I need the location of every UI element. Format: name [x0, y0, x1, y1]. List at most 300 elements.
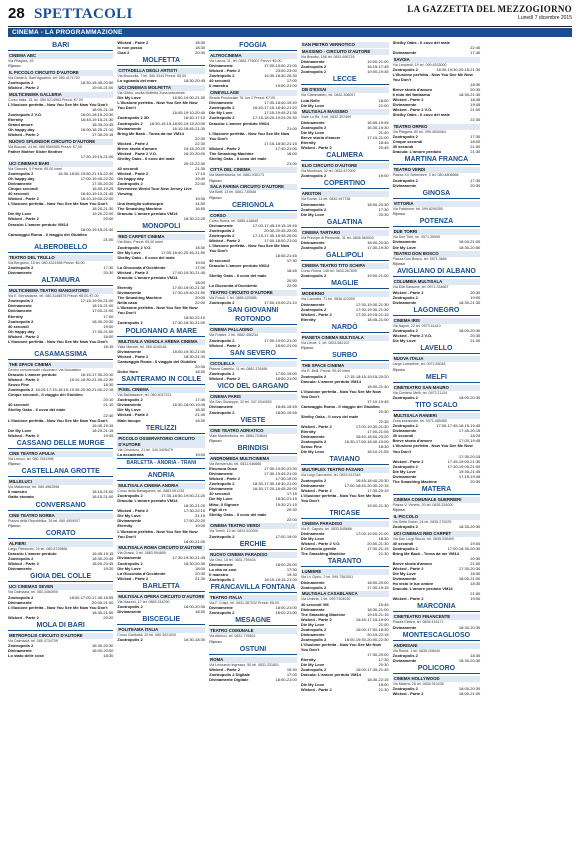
- film-showtimes: 18:00-20:30: [458, 394, 481, 400]
- film-showtimes: 16:25-17:15-18:15-19:35-20:30-21:00-22:15: [35, 387, 114, 393]
- film-title: L'illusione perfetta - Now You See Me Now You Don't: [300, 641, 381, 653]
- cinema-name: DB D'ESSAI: [301, 87, 389, 93]
- film-title: Il maestro: [8, 489, 27, 495]
- cinema-address: Via Bergamo, 16 tel. 080.4321958 Prezzi: €6,00: [8, 260, 85, 265]
- film-title: Wicked - Parte 2: [209, 68, 240, 74]
- city-heading: MOLA DI BARI: [8, 621, 113, 631]
- film-showtimes: 18:00-20:45: [92, 561, 114, 567]
- cinema-address: Via Albricci, tel. 0831.776803: [209, 634, 256, 639]
- film-title: Zootropolis 2 Digitale: [209, 672, 251, 678]
- film-title: Divinamente: [300, 631, 325, 637]
- film-title: Zootropolis 2 V.O.: [8, 112, 43, 118]
- film-title: Divinamente: [209, 605, 233, 611]
- city-heading: LECCE: [301, 75, 389, 85]
- listing-note: [209, 195, 297, 200]
- film-title: Zootropolis 2 3D: [117, 115, 149, 121]
- film-showtimes: 17:30-21:15: [367, 546, 389, 552]
- city-heading: VIESTE: [209, 416, 297, 426]
- city-heading: ANDRIA: [117, 471, 205, 481]
- film-showtimes: 18:15-21:00: [92, 303, 114, 309]
- listing-note: [209, 178, 297, 183]
- film-title: Die My Love: [8, 427, 32, 433]
- film-title: Eternity: [117, 285, 133, 291]
- note-text: Riposo: [209, 177, 222, 183]
- film-showtimes: 20:30: [470, 478, 481, 484]
- film-title: Eternity: [117, 523, 133, 529]
- film-showtimes: 18:00-17:00-17:45-18:55: [69, 594, 114, 600]
- film-showtimes: 20:30: [378, 211, 389, 217]
- film-row: [301, 687, 389, 692]
- cinema-address: Via Due Torri, tel. 0971.35995: [392, 235, 440, 240]
- film-title: Zootropolis 2: [300, 273, 327, 279]
- film-title: Eternity: [8, 117, 23, 123]
- cinema-name: MULTISALA ROMA CIRCUITO D'AUTORE: [117, 545, 205, 551]
- cinema-address: Via Lenoci, tel. 080.7641998: [8, 456, 54, 461]
- cinema-name: THE SPACE CINEMA: [301, 363, 389, 369]
- cinema-address: Zona industriale, tel. 0971.485465: [392, 418, 447, 423]
- film-showtimes: 18:20-21:15: [92, 427, 114, 433]
- cinema-address: Via Lanza, 11, tel. 0881.776007 Prezzi: €6,00: [209, 59, 282, 63]
- film-showtimes: 20:30: [470, 333, 481, 339]
- film-title: Lo stato delle cose: [8, 653, 45, 659]
- film-title: Gatto stonato: [8, 494, 34, 500]
- film-showtimes: 17:00-19:30-21:30: [355, 424, 389, 430]
- film-row: [8, 339, 113, 344]
- film-title: Zootropolis 2: [209, 105, 235, 111]
- film-title: Divinamente: [300, 301, 325, 307]
- cinema-name: CICOLELLA: [209, 361, 297, 367]
- cinema-name: MASSIMO - CIRCUITO D'AUTORE: [301, 49, 389, 55]
- film-showtimes: 18:00-21:00: [458, 576, 481, 582]
- city-heading: MOLFETTA: [117, 56, 205, 66]
- film-title: Figli di re: [209, 506, 227, 512]
- film-showtimes: 17:00-21:00: [92, 308, 114, 314]
- film-showtimes: 17:30-20:00: [367, 652, 389, 658]
- cinema-name: TEATRO VERDI: [393, 167, 481, 173]
- cinema-address: Via Dante A. Sant'Agostino, tel. 080.4171700: [8, 75, 80, 80]
- film-title: Wicked - Parte 2: [209, 342, 240, 348]
- city-heading: GALLIPOLI: [301, 251, 389, 261]
- film-showtimes: 18:45: [286, 268, 297, 274]
- film-showtimes: 17:15-19:00-21:00: [80, 298, 114, 304]
- film-title: Zootropolis 2: [117, 120, 143, 126]
- film-showtimes: 17:30-20:15: [367, 487, 389, 493]
- film-showtimes: 17:00-19:45: [458, 438, 481, 444]
- film-showtimes: 17:15-18:15-19:15-20:20: [344, 373, 389, 379]
- film-title: Divinamente: [117, 125, 142, 131]
- film-title: Divinamente: [392, 239, 417, 245]
- film-showtimes: 16:45-19:15: [92, 551, 114, 557]
- film-showtimes: 19:45: [470, 102, 481, 108]
- film-showtimes: 20:00: [103, 216, 114, 222]
- film-title: Wicked - Parte 2: [8, 85, 39, 91]
- film-title: Shelby Oaks - Il covo del male: [392, 40, 450, 45]
- film-showtimes: 17:30-19:15-21:00: [80, 154, 114, 160]
- film-showtimes: 21:00: [378, 102, 389, 108]
- film-title: Divinamente: [300, 531, 325, 537]
- film-title: Wicked - Parte 2 V.O.: [117, 150, 158, 156]
- cinema-name: SAN PIETRO VERNOTICO: [301, 42, 389, 48]
- film-row: [117, 452, 205, 457]
- cinema-address: Viale Manfredonia, tel. 0884.704844: [209, 433, 267, 438]
- city-heading: CALIMERA: [301, 151, 389, 161]
- film-title: Zootropolis 2: [300, 64, 327, 70]
- note-text: Riposo: [392, 366, 406, 372]
- film-showtimes: 19:30: [286, 571, 297, 577]
- cinema-address: Strada Provinciale 76, km 2 Prezzi: €7,00: [209, 96, 276, 101]
- cinema-name: ANDROMEDA MULTICINEMA: [209, 456, 297, 462]
- city-heading: VICO DEL GARGANO: [209, 382, 297, 392]
- cinema-name: UCI CINEMAS BARI: [8, 161, 113, 167]
- film-showtimes: 18:00-20:30: [367, 239, 389, 245]
- note-text: Riposo: [209, 638, 222, 644]
- film-row: [393, 149, 481, 154]
- film-title: 40 secondi: [209, 258, 230, 264]
- film-title: Caravaggio Roma - Il viaggio del Giubileo: [8, 231, 87, 237]
- film-title: Die My Love: [117, 513, 141, 519]
- film-row: [8, 494, 113, 499]
- cinema-address: Via Matera, 26 tel. 0835.910438: [392, 682, 444, 687]
- film-showtimes: 17:15-18:30-21:15: [264, 140, 297, 146]
- film-showtimes: 21:30: [378, 551, 389, 557]
- film-showtimes: 19:00: [470, 294, 481, 300]
- film-title: Wicked - Parte 2: [392, 97, 424, 103]
- film-showtimes: 20:00-21:00: [92, 599, 114, 605]
- city-heading: COPERTINO: [301, 179, 389, 189]
- film-row: [301, 245, 389, 250]
- film-title: The Smashing Machine: [117, 295, 162, 301]
- film-showtimes: 18:30-20:30: [92, 318, 114, 324]
- film-showtimes: 16:40-19:15: [92, 422, 114, 428]
- film-title: Divinamente: [8, 303, 32, 309]
- film-title: Divinamente: [117, 402, 142, 408]
- film-showtimes: 16:30-18:30: [183, 637, 206, 643]
- film-showtimes: 17:30-20:20: [92, 181, 114, 187]
- film-showtimes: 18:00-20:30: [458, 328, 481, 334]
- film-row: [209, 410, 297, 415]
- film-showtimes: 21:00: [470, 144, 481, 150]
- film-title: Lola Nelle: [300, 97, 320, 103]
- listing-note: [209, 438, 297, 443]
- cinema-name: THE SPACE CINEMA: [8, 362, 113, 368]
- film-showtimes: 16:50-19:00-21:30: [172, 95, 206, 101]
- masthead: [407, 4, 572, 21]
- film-row: [301, 449, 389, 454]
- film-title: Die My Love: [117, 249, 141, 255]
- film-title: 40 secondi: [209, 491, 230, 497]
- film-title: Zootropolis 2: [392, 134, 418, 140]
- film-showtimes: 20:15-22:15: [367, 631, 389, 637]
- film-showtimes: 18:30-21:30: [183, 353, 206, 359]
- cinema-address: Via Baffi, 13 tel. 0881.735848: [209, 190, 257, 195]
- film-title: Cinque secondi: [392, 139, 423, 145]
- film-title: Die My Love: [8, 211, 32, 217]
- film-title: Divinamente: [117, 609, 142, 615]
- film-title: Dolce fiore: [117, 368, 139, 374]
- film-row: [209, 577, 297, 582]
- film-showtimes: 18:00-21:00: [458, 239, 481, 245]
- film-showtimes: 18:30-21:30: [458, 299, 481, 305]
- film-title: Zootropolis 2: [117, 493, 143, 499]
- film-showtimes: 16:50: [195, 206, 206, 212]
- film-showtimes: 16:30-15:15-18:00-19:15-20:00: [149, 120, 206, 126]
- film-showtimes: 19:30: [195, 196, 206, 202]
- film-showtimes: 17:40-21:00: [275, 145, 297, 151]
- film-showtimes: 17:50-20:20: [183, 518, 206, 524]
- film-title: Dracula: L'amore perduto VM14: [300, 672, 361, 678]
- film-title: Die My Love: [209, 496, 233, 502]
- film-title: Zootropolis 2: [300, 245, 327, 251]
- film-title: Zootropolis 2: [8, 643, 34, 649]
- film-showtimes: 18:00-21:15: [92, 107, 114, 113]
- film-showtimes: 22:30: [195, 135, 206, 141]
- film-showtimes: 18:30-20:30: [458, 624, 481, 630]
- film-title: 40 secondi: [8, 402, 29, 408]
- film-showtimes: 18:00: [103, 333, 114, 339]
- film-showtimes: 18:30: [195, 45, 206, 51]
- cinema-address: Via Torelli, 10 tel. 0831.520000: [209, 529, 259, 534]
- film-showtimes: 18:25: [470, 433, 481, 439]
- film-showtimes: 16:45-18:40-20:30: [355, 477, 389, 483]
- cinema-name: POLITEAMA ITALIA: [117, 627, 205, 633]
- cinema-name: CINEMA HOLLYWOOD: [393, 676, 481, 682]
- film-showtimes: 18:00-20:00: [367, 579, 389, 585]
- film-title: Caravaggio Roma - Il viaggio del Giubileo: [300, 403, 380, 409]
- film-showtimes: 18:00-20:30: [183, 604, 206, 609]
- film-showtimes: 20:30: [470, 289, 481, 295]
- film-showtimes: 20:30: [195, 570, 206, 576]
- film-title: Zootropolis 2: [300, 439, 327, 445]
- film-title: Die My Love: [300, 536, 325, 542]
- film-showtimes: 17:00: [286, 672, 297, 678]
- film-showtimes: 19:00-21:00: [367, 273, 389, 279]
- film-title: Wicked - Parte 2: [8, 561, 39, 567]
- film-showtimes: 18:30-20:30: [458, 658, 481, 664]
- cinema-address: Via Leonardo Ingresso, 50 tel. 0831.331801: [209, 662, 279, 667]
- listing-note: [393, 507, 481, 512]
- film-showtimes: 20:30: [470, 87, 481, 93]
- film-title: Zootropolis 2: [392, 523, 418, 529]
- cinema-address: Via San Giuseppe, 32 tel. 347.9344052: [209, 400, 272, 405]
- film-showtimes: 21:00: [103, 236, 114, 242]
- film-row: [117, 359, 205, 364]
- film-showtimes: 22:35: [378, 418, 389, 424]
- film-showtimes: 17:10: [195, 170, 206, 176]
- film-title: Il nido del fantasma: [392, 92, 430, 98]
- film-title: Il maestro: [209, 571, 229, 577]
- listing-note: [393, 367, 481, 372]
- cinema-address: Via Montinari, 32 tel. 0832.872009: [300, 168, 356, 173]
- film-title: Wicked - Parte 2: [8, 377, 39, 383]
- film-title: Zootropolis 2: [209, 610, 235, 616]
- film-title: Die My Love: [392, 244, 416, 250]
- cinema-name: CINEMA TEATRO VERDI: [209, 523, 297, 529]
- film-row: [393, 300, 481, 305]
- film-showtimes: 21:00: [470, 107, 481, 113]
- film-showtimes: 18:15: [103, 343, 114, 349]
- film-title: Zootropolis 2: [209, 227, 235, 233]
- film-row: [301, 493, 389, 503]
- film-title: Zootropolis 2: [300, 626, 327, 632]
- film-showtimes: 18:00-20:00: [275, 561, 297, 567]
- film-title: Eternity: [300, 429, 316, 435]
- film-showtimes: 22:00: [195, 181, 206, 187]
- film-title: Ho visto le tue ombre: [392, 581, 434, 587]
- film-showtimes: 18:30-21:15: [275, 496, 297, 502]
- film-showtimes: 22:00: [195, 300, 206, 306]
- film-title: Dracula: L'amore perduto: [8, 551, 57, 557]
- film-title: Wicked - Parte 2: [209, 238, 240, 244]
- film-showtimes: 18:30: [470, 571, 481, 577]
- film-showtimes: 18:00-19:30-21:00: [172, 348, 206, 354]
- film-showtimes: 18:30-19:55: [275, 409, 297, 415]
- film-title: Zootropolis 2: [209, 409, 235, 415]
- film-title: Divinamente: [300, 239, 325, 245]
- film-title: Sesso Fine: [300, 444, 322, 450]
- cinema-name: COLUMBIA MULTISALA: [393, 279, 481, 285]
- film-title: Wicked - Parte 2: [117, 170, 149, 176]
- film-title: Zootropolis 2: [8, 556, 34, 562]
- film-showtimes: 16:15-17:45: [367, 64, 389, 70]
- cinema-name: CINEMA PARADISO: [301, 521, 389, 527]
- column-3: [209, 40, 297, 834]
- film-showtimes: 19:00-21:00: [92, 85, 114, 91]
- cinema-address: Via Leopardi, 19 tel. 099.4533000: [392, 62, 447, 67]
- film-title: La accademia: [117, 451, 144, 457]
- film-title: Oh happy day: [8, 176, 35, 182]
- film-title: L'illusione perfetta - Now You See Me Now You Don't: [117, 100, 198, 111]
- film-showtimes: 16:15-17:30-20:10: [80, 372, 114, 378]
- film-showtimes: 17:30-19:00: [275, 476, 297, 482]
- film-showtimes: 17:45-20:15: [458, 428, 481, 434]
- film-title: Divinamente: [300, 59, 325, 65]
- cinema-address: Via Lecce, 1, tel. 0833.562102: [300, 340, 350, 345]
- film-title: Divinamente: [209, 222, 233, 228]
- film-title: Wicked - Parte 2: [300, 424, 332, 430]
- cinema-name: CINEMA PALLADINO: [209, 327, 297, 333]
- film-title: Die My Love: [300, 621, 325, 627]
- city-heading: CORATO: [8, 529, 113, 539]
- film-title: Wicked - Parte 2: [209, 667, 240, 673]
- film-showtimes: 18:00: [378, 682, 389, 688]
- film-showtimes: 21:15: [195, 513, 206, 519]
- film-showtimes: 17:30: [286, 258, 297, 264]
- film-showtimes: 18:45: [470, 97, 481, 103]
- film-title: L'illusione perfetta - Now You See Me Now You Don't: [300, 492, 381, 503]
- film-row: [117, 529, 205, 539]
- film-title: Bring Me Back - Torna da me VM14: [117, 130, 184, 136]
- film-showtimes: 22:30: [470, 117, 481, 123]
- film-row: [117, 369, 205, 374]
- issue-date: Lunedì 7 dicembre 2015: [518, 15, 572, 21]
- cinema-name: TEATRO DEL TRULLO: [8, 255, 113, 261]
- film-title: Wicked - Parte 2: [117, 575, 149, 581]
- film-title: Divinamente: [209, 471, 233, 477]
- film-showtimes: 21:00: [470, 561, 481, 566]
- film-showtimes: 16:40-19:10-21:45: [80, 191, 114, 197]
- film-showtimes: 18:00: [286, 150, 297, 156]
- cinema-address: Via Principe di Piemonte, 31 tel. 0836.569003: [300, 235, 374, 240]
- film-title: Divinamente: [117, 518, 142, 524]
- film-showtimes: 20:30: [470, 555, 481, 561]
- film-showtimes: 18:00-21:00: [275, 677, 297, 683]
- film-title: Zootropolis 2: [117, 560, 143, 566]
- film-title: Lo sguardo del mare: [117, 78, 157, 84]
- film-title: Zootropolis 2: [392, 463, 418, 469]
- film-title: Divinamente Digitale: [209, 677, 249, 683]
- cinema-address: Via Dalmazia, tel. 080.4734709: [8, 638, 58, 643]
- film-title: Dracula: L'amore perduto VM14: [209, 120, 270, 126]
- film-title: Zootropolis 2: [300, 206, 327, 212]
- film-title: Divinamente: [300, 434, 325, 440]
- film-title: Breve storia d'amore: [300, 134, 341, 140]
- film-title: Divinamente: [392, 658, 417, 664]
- film-showtimes: 21:30: [378, 687, 389, 693]
- cinema-address: Via Pitagora, 45: [8, 59, 34, 63]
- cinema-address: Via Frisoli, 1 tel. 0885.420985: [209, 296, 257, 301]
- film-title: Zootropolis 2: [300, 477, 327, 483]
- film-row: [8, 433, 113, 438]
- film-title: Bring Me Back - Torna da me VM14: [392, 550, 459, 556]
- film-title: Wicked - Parte 2: [117, 40, 149, 45]
- film-showtimes: 17:00-17:45-18:15-19:45: [436, 423, 481, 429]
- film-title: Die My Love: [117, 95, 141, 101]
- film-showtimes: 17:30-20:15: [458, 453, 481, 459]
- cinema-name: CINETEATRO SAN MAURO: [393, 385, 481, 391]
- film-row: [393, 50, 481, 55]
- film-showtimes: 21:30: [195, 575, 206, 581]
- film-title: Shelby Oaks - Il covo del male: [209, 273, 267, 279]
- film-showtimes: 17:40: [195, 397, 206, 403]
- film-showtimes: 17:30-19:00-21:00: [447, 463, 481, 469]
- film-showtimes: 17:30-21:00: [92, 328, 114, 334]
- column-2: [117, 40, 205, 834]
- film-title: Divinamente: [392, 428, 417, 434]
- film-title: Divinamente: [392, 50, 417, 56]
- film-title: Seventeen World Tour New Jersey Live Viewing: [117, 186, 192, 197]
- film-showtimes: 18:00-20:30: [458, 686, 481, 692]
- cinema-address: Via Don Luigi Sturzo, tel. 0835.335400: [392, 536, 455, 541]
- film-title: Divinamente: [209, 486, 233, 492]
- film-title: Zootropolis 2: [8, 318, 34, 324]
- film-title: Zootropolis 2: [117, 320, 143, 326]
- film-row: [301, 389, 389, 399]
- city-heading: MELFI: [393, 373, 481, 383]
- film-title: The Smashing Machine: [117, 206, 162, 212]
- cinema-name: TEATRO ITALIA: [209, 595, 297, 601]
- film-title: The Smashing Machine: [300, 611, 346, 617]
- film-showtimes: 22:00: [286, 283, 297, 289]
- cinema-address: Piazza V. Veneto, 20 tel. 0835.334000: [392, 502, 454, 507]
- cinema-address: Via R. Caputo, tel. 0833.545686: [300, 526, 352, 531]
- film-showtimes: 18:30: [195, 407, 206, 413]
- cinema-address: Via Baldassarre, tel. 080.3027221: [117, 393, 172, 398]
- film-title: Eternity: [300, 316, 316, 322]
- film-row: [393, 338, 481, 343]
- film-title: Zootropolis 2: [392, 394, 418, 400]
- film-title: Wicked - Parte 2: [209, 145, 240, 151]
- cinema-address: Via Bixio, Prezzi: €5,00 interi: [117, 240, 164, 245]
- film-title: Zootropolis 2: [209, 576, 235, 582]
- film-showtimes: 22:00: [286, 516, 297, 522]
- film-showtimes: 16:45-19:10-20:40: [172, 110, 206, 116]
- film-title: Die My Love: [300, 102, 325, 108]
- cinema-address: Via Napoli, 22 tel. 0973.41410: [392, 323, 441, 328]
- film-title: Dracula: L'amore perduto VM14: [117, 211, 178, 217]
- film-showtimes: 20:45: [378, 144, 389, 150]
- film-showtimes: 18:50-22:10: [183, 315, 206, 321]
- film-showtimes: 17:00: [195, 264, 206, 270]
